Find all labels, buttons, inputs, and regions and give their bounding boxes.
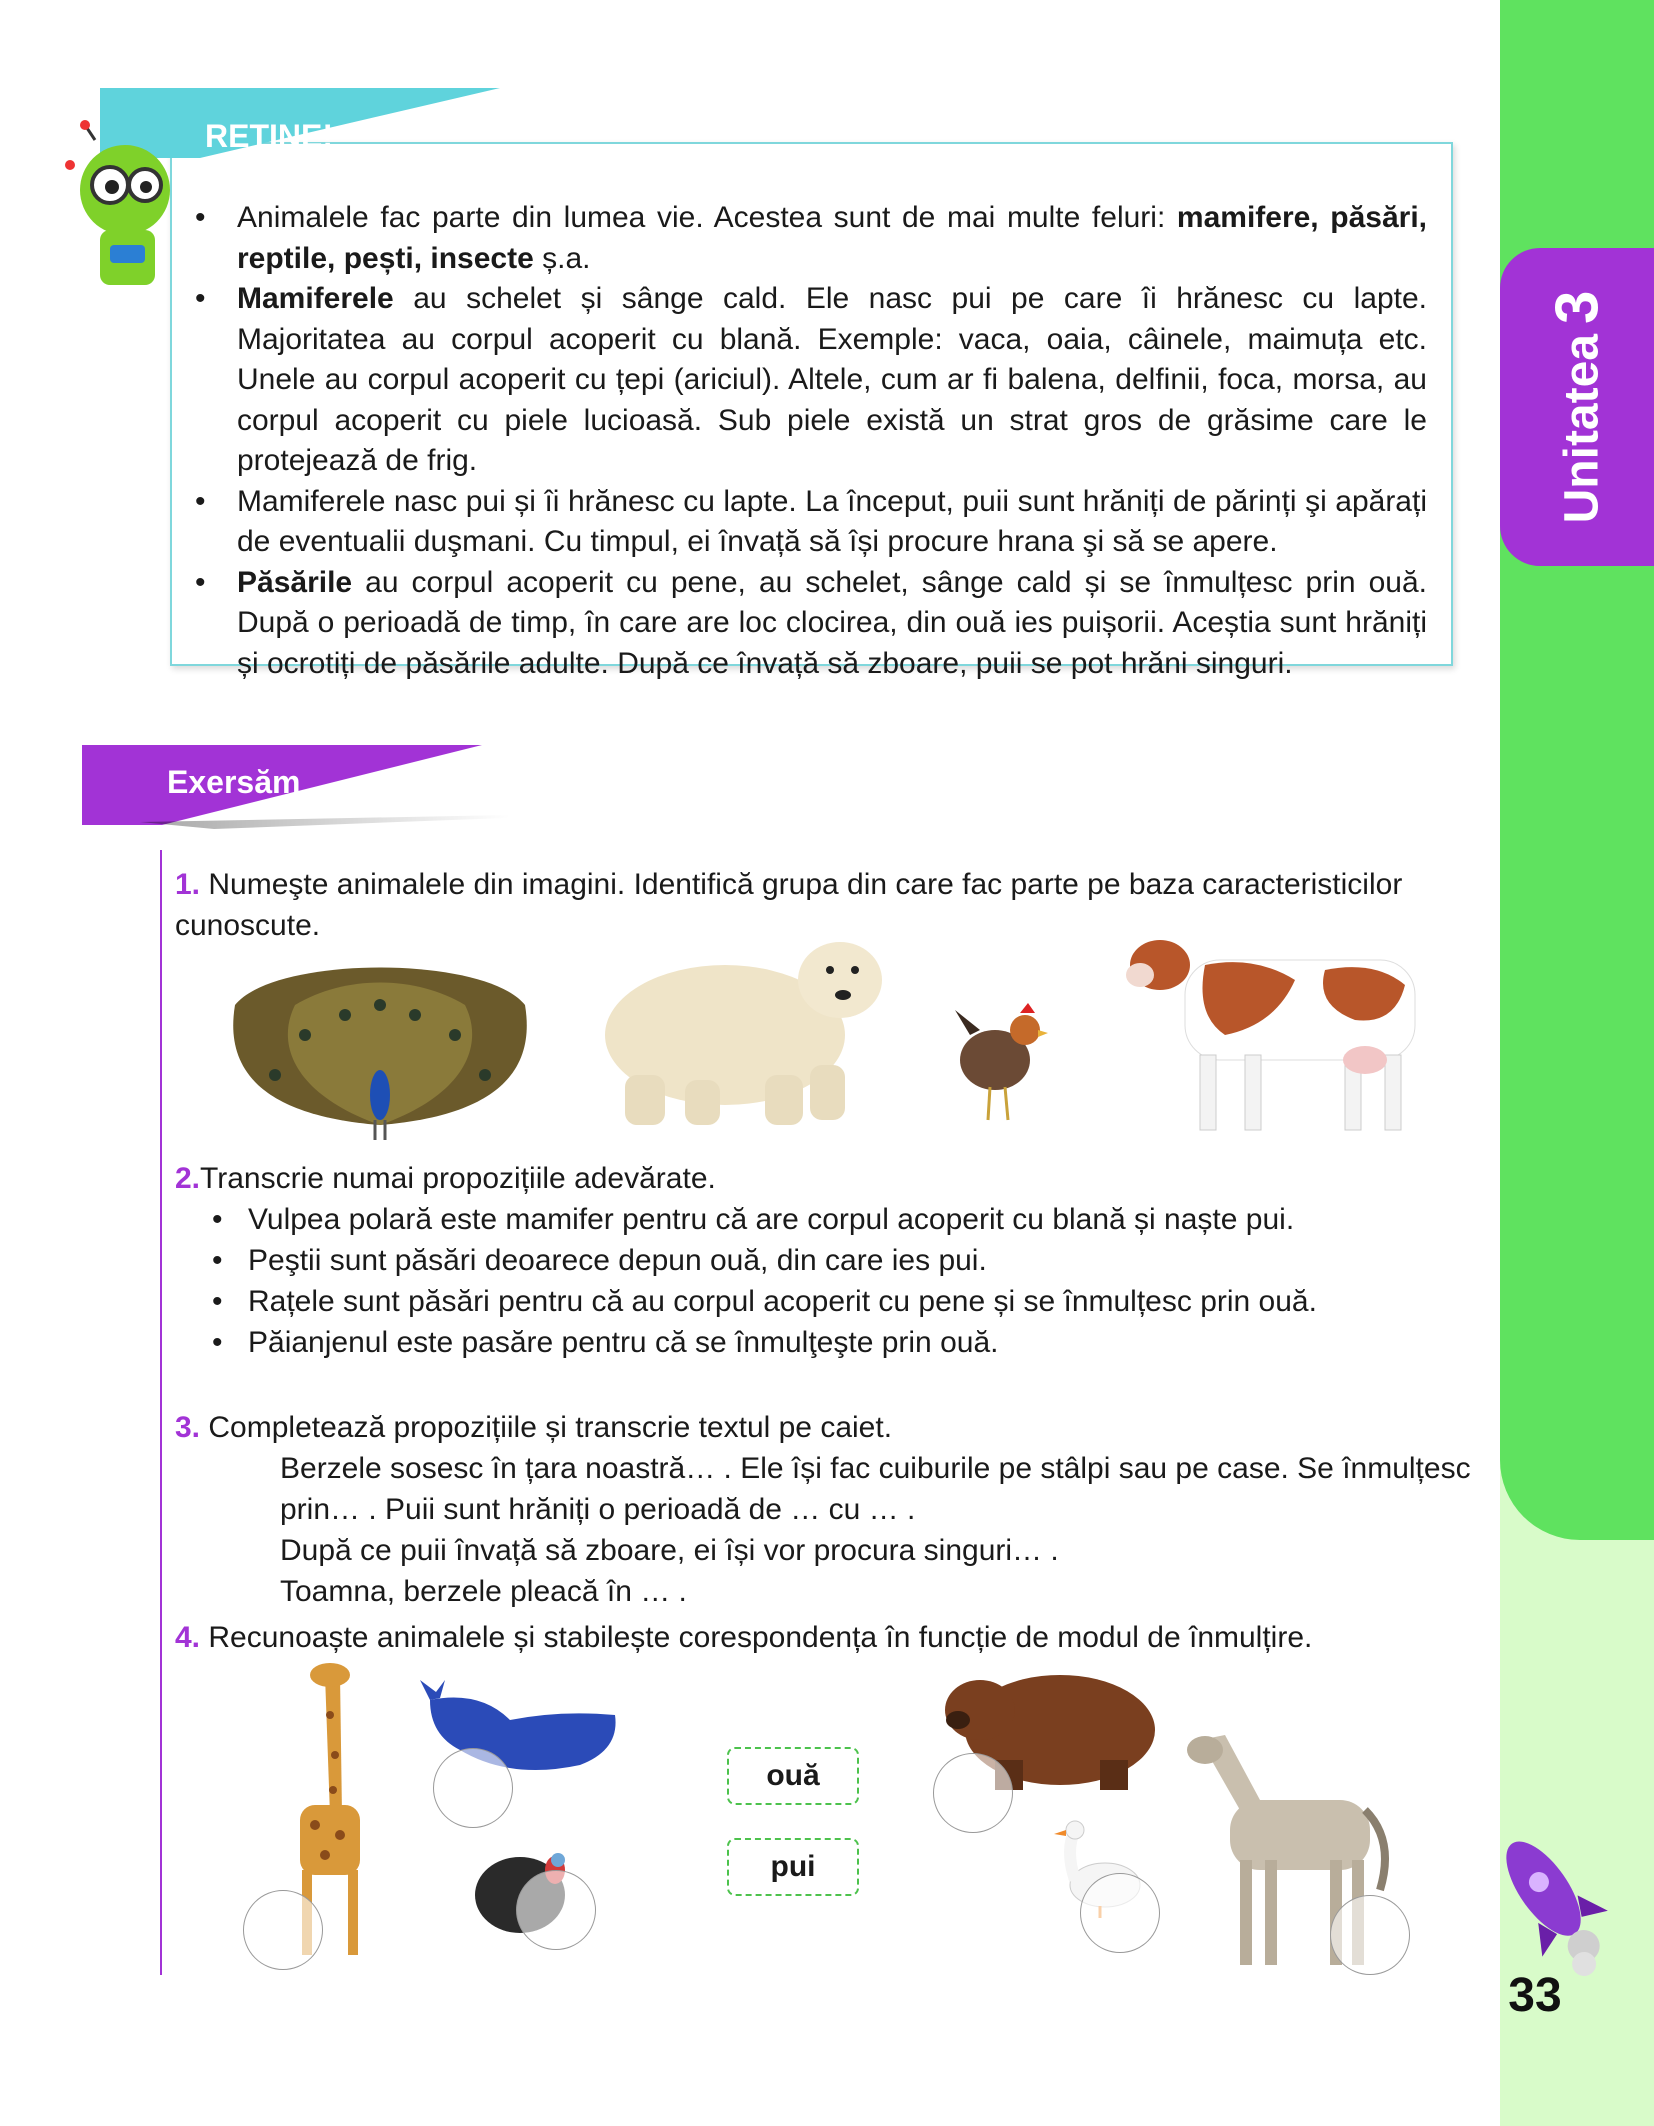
cow-image	[1115, 925, 1465, 1140]
exercise-text: Transcrie numai propozițiile adevărate.	[200, 1162, 716, 1195]
statement-item: • Peştii sunt păsări deoarece depun ouă, din care ies pui.	[208, 1240, 1317, 1281]
exercise-text: Recunoaște animalele și stabilește corespondența în funcție de modul de înmulțire.	[208, 1621, 1313, 1654]
statement-item: • Vulpea polară este mamifer pentru că are corpul acoperit cu blană și naște pui.	[208, 1199, 1317, 1240]
answer-box-oua[interactable]: ouă	[727, 1747, 859, 1805]
statement-item: • Rațele sunt păsări pentru că au corpul acoperit cu pene și se înmulțesc prin ouă.	[208, 1281, 1317, 1322]
exercise-2-list	[208, 1199, 1317, 1363]
fill-line: Toamna, berzele pleacă în … .	[280, 1575, 687, 1608]
retine-item: • Păsările au corpul acoperit cu pene, au schelet, sânge cald și se înmulțesc prin ouă. După o perioadă de timp, în care are loc clocirea, din ouă ies puișorii. Aceștia sunt hrăniți și ocrotiți de păsările adulte. După ce învață să zboare, puii se pot hrăni singuri.	[195, 563, 1427, 685]
peacock-image	[215, 945, 545, 1145]
sidebar-green-panel	[1500, 0, 1654, 1540]
exercise-number: 1.	[175, 868, 201, 901]
answer-circle[interactable]	[1330, 1895, 1410, 1975]
answer-circle[interactable]	[516, 1870, 596, 1950]
unit-label: Unitatea3	[1543, 290, 1611, 524]
answer-box-pui[interactable]: pui	[727, 1838, 859, 1896]
hen-image	[950, 995, 1050, 1125]
answer-circle[interactable]	[243, 1890, 323, 1970]
exercise-text: Numeşte animalele din imagini. Identifică grupa din care fac parte pe baza caracteristicilor cunoscute.	[175, 868, 1403, 942]
exercise-4	[175, 1617, 1312, 1658]
exercise-3-text	[280, 1448, 1471, 1612]
page-number: 33	[1508, 1969, 1562, 2022]
exersam-banner-shadow	[140, 815, 510, 829]
exercise-number: 2.	[175, 1162, 201, 1195]
fill-line: Berzele sosesc în țara noastră… . Ele își fac cuiburile pe stâlpi sau pe case. Se înmulțesc	[280, 1452, 1471, 1485]
exercise-number: 4.	[175, 1621, 201, 1654]
retine-title: REȚINE!	[205, 118, 333, 154]
retine-item: • Mamiferele nasc pui și îi hrănesc cu lapte. La început, puii sunt hrăniți de părinți şi apărați de eventualii duşmani. Cu timpul, ei învață să își procure hrana şi să se apere.	[195, 482, 1427, 563]
answer-circle[interactable]	[433, 1748, 513, 1828]
retine-item: • Mamiferele au schelet și sânge cald. Ele nasc pui pe care îi hrănesc cu lapte. Majoritatea au corpul acoperit cu blană. Exemple: vaca, oaia, câinele, maimuța etc. Unele au corpul acoperit cu țepi (ariciul). Altele, cum ar fi balena, delfinii, foca, morsa, au corpul acoperit cu piele lucioasă. Sub piele există un strat gros de grăsime care le protejează de frig.	[195, 279, 1427, 482]
exercise-number: 3.	[175, 1411, 201, 1444]
answer-circle[interactable]	[933, 1753, 1013, 1833]
retine-item: • Animalele fac parte din lumea vie. Acestea sunt de mai multe feluri: mamifere, păsări, reptile, pești, insecte ș.a.	[195, 198, 1427, 279]
statement-item: • Păianjenul este pasăre pentru că se înmulţeşte prin ouă.	[208, 1322, 1317, 1363]
exersam-title: Exersăm	[167, 764, 301, 800]
answer-circle[interactable]	[1080, 1873, 1160, 1953]
fill-line: După ce puii învață să zboare, ei își vor procura singuri… .	[280, 1534, 1059, 1567]
retine-list	[195, 198, 1427, 684]
robot-mascot-icon	[55, 120, 185, 300]
exercise-text: Completează propozițiile și transcrie textul pe caiet.	[208, 1411, 893, 1444]
polar-bear-image	[585, 925, 895, 1135]
fill-line: prin… . Puii sunt hrăniți o perioadă de … cu … .	[280, 1493, 916, 1526]
exercise-2	[175, 1158, 716, 1199]
exersam-margin-line	[160, 850, 162, 1975]
exercise-3	[175, 1407, 892, 1448]
